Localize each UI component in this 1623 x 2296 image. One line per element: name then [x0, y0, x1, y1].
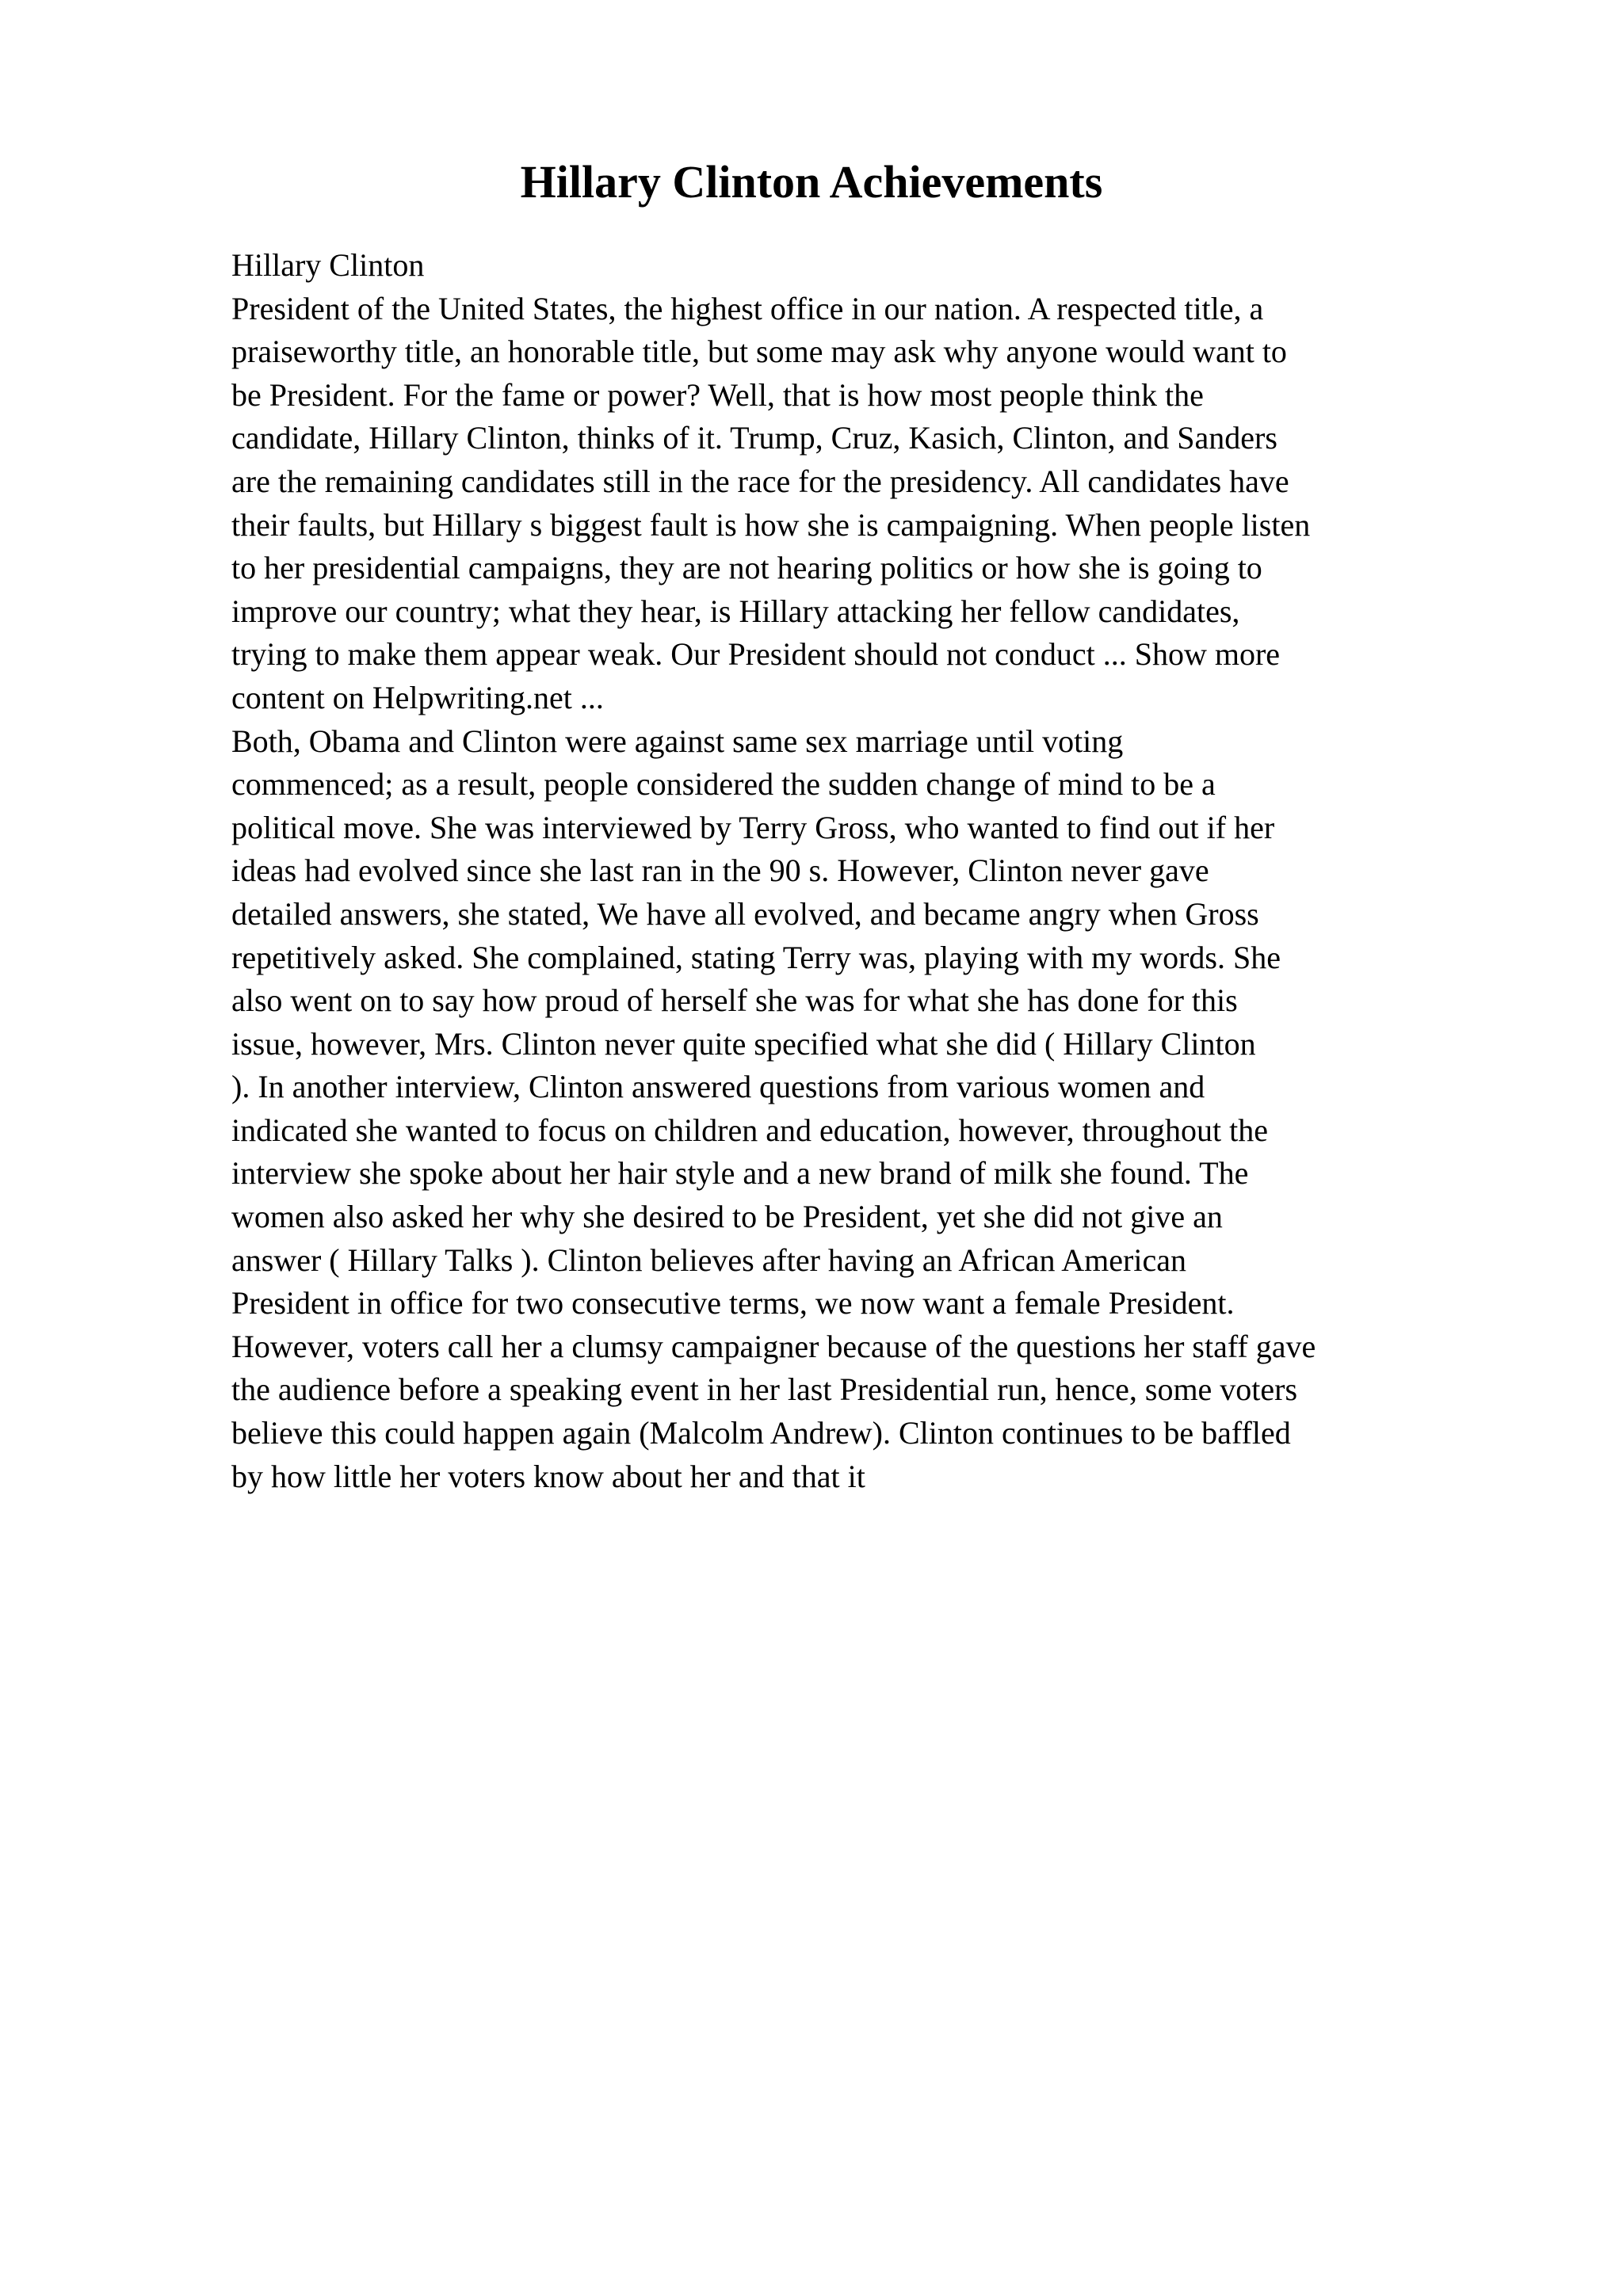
body-line: to her presidential campaigns, they are not hearing politics or how she is going to — [231, 550, 1262, 586]
body-line: issue, however, Mrs. Clinton never quite specified what she did ( Hillary Clinton — [231, 1025, 1256, 1062]
body-line: However, voters call her a clumsy campaigner because of the questions her staff gave — [231, 1328, 1316, 1364]
body-line: President in office for two consecutive terms, we now want a female President. — [231, 1285, 1235, 1322]
body-line: detailed answers, she stated, We have all evolved, and became angry when Gross — [231, 895, 1259, 932]
body-line: content on Helpwriting.net ... — [231, 679, 604, 715]
body-line: political move. She was interviewed by Terry Gross, who wanted to find out if her — [231, 809, 1275, 845]
body-line: also went on to say how proud of herself she was for what she has done for this — [231, 982, 1238, 1019]
document-title: Hillary Clinton Achievements — [520, 156, 1103, 208]
body-line: believe this could happen again (Malcolm Andrew). Clinton continues to be baffled — [231, 1415, 1291, 1451]
document-body — [231, 244, 1515, 1498]
body-line: President of the United States, the highest office in our nation. A respected title, a — [231, 290, 1264, 326]
body-line: candidate, Hillary Clinton, thinks of it. Trump, Cruz, Kasich, Clinton, and Sanders — [231, 420, 1277, 456]
body-line: the audience before a speaking event in her last Presidential run, hence, some voters — [231, 1371, 1298, 1408]
body-line: repetitively asked. She complained, stating Terry was, playing with my words. She — [231, 939, 1281, 975]
body-line: trying to make them appear weak. Our President should not conduct ... Show more — [231, 636, 1281, 673]
body-line: answer ( Hillary Talks ). Clinton believes after having an African American — [231, 1241, 1186, 1278]
body-line: commenced; as a result, people considered the sudden change of mind to be a — [231, 766, 1216, 803]
body-line: interview she spoke about her hair style and a new brand of milk she found. The — [231, 1155, 1249, 1192]
body-line: Hillary Clinton — [231, 247, 425, 283]
body-line: women also asked her why she desired to be President, yet she did not give an — [231, 1199, 1223, 1235]
body-line: indicated she wanted to focus on children and education, however, throughout the — [231, 1112, 1269, 1148]
body-line: are the remaining candidates still in the race for the presidency. All candidates have — [231, 463, 1289, 499]
body-line: ideas had evolved since she last ran in the 90 s. However, Clinton never gave — [231, 852, 1209, 889]
body-line: by how little her voters know about her and that it — [231, 1458, 865, 1494]
body-line: ). In another interview, Clinton answered questions from various women and — [231, 1069, 1205, 1105]
body-line: praiseworthy title, an honorable title, but some may ask why anyone would want to — [231, 334, 1287, 370]
body-line: Both, Obama and Clinton were against same sex marriage until voting — [231, 723, 1124, 759]
body-line: be President. For the fame or power? Well, that is how most people think the — [231, 376, 1204, 413]
body-line: improve our country; what they hear, is Hillary attacking her fellow candidates, — [231, 593, 1240, 629]
body-line: their faults, but Hillary s biggest fault is how she is campaigning. When people listen — [231, 506, 1311, 543]
